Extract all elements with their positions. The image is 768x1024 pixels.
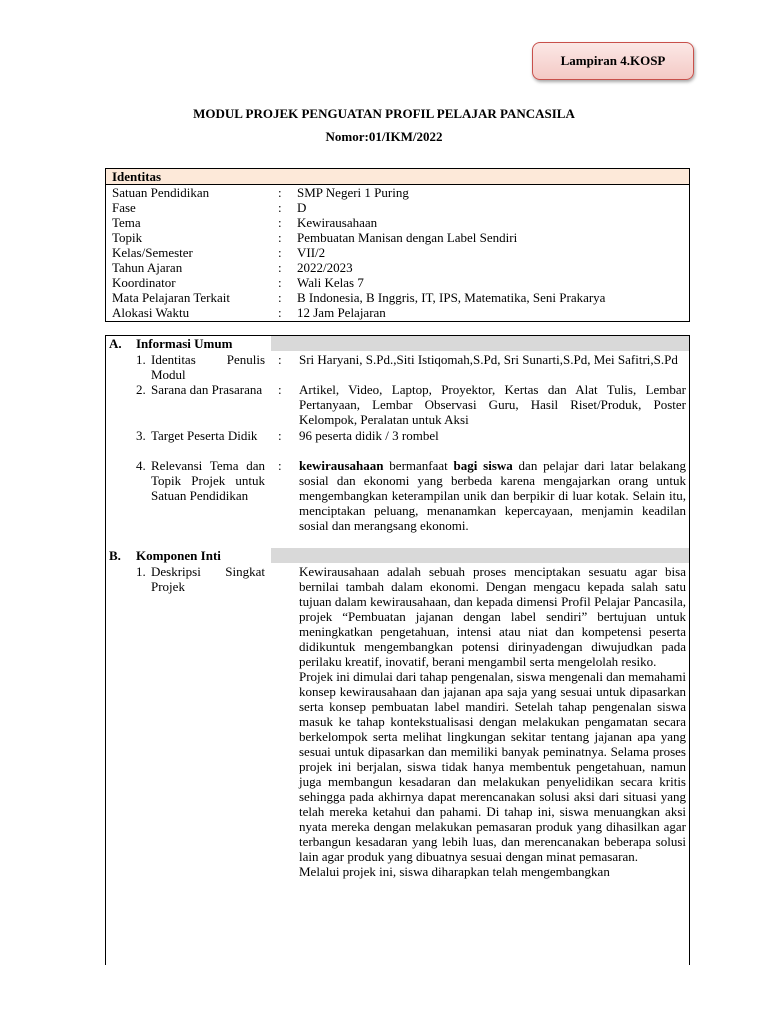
identitas-label: Satuan Pendidikan <box>112 185 210 200</box>
item-value: 96 peserta didik / 3 rombel <box>299 428 439 443</box>
item-number: 1. <box>136 352 146 367</box>
item-number: 2. <box>136 382 146 397</box>
section-b-title: B. Komponen Inti <box>109 548 221 563</box>
colon: : <box>278 185 282 200</box>
colon: : <box>278 428 282 443</box>
identitas-label: Tema <box>112 215 141 230</box>
section-shading <box>271 548 689 563</box>
item-value: Artikel, Video, Laptop, Proyektor, Kertas dan Alat Tulis, Lembar Pertanyaan, Lembar Observasi Guru, Hasil Riset/Produk, Poster Kelompok, Peralatan untuk Aksi <box>299 382 686 427</box>
identitas-table <box>105 168 690 322</box>
item-label: Target Peserta Didik <box>151 428 258 443</box>
identitas-value: SMP Negeri 1 Puring <box>297 185 409 200</box>
identitas-value: Pembuatan Manisan dengan Label Sendiri <box>297 230 518 245</box>
item-label: Relevansi Tema dan Topik Projek untuk Satuan Pendidikan <box>151 458 265 503</box>
bold-text: kewirausahaan <box>299 458 384 473</box>
item-number: 4. <box>136 458 146 473</box>
text: dan pelajar dari latar belakang sosial dan ekonomi yang berbeda karena mengajarkan orang untuk mengembangkan keterampilan unik dan berpikir di luar kotak. Selain itu, menciptakan peluang, menanamkan kepercayaan, menjamin keadilan sosial dan merangsang ekonomi. <box>299 458 686 533</box>
section-shading <box>271 336 689 351</box>
identitas-value: VII/2 <box>297 245 326 260</box>
colon: : <box>278 275 282 290</box>
section-a-title: A. Informasi Umum <box>109 336 233 351</box>
identitas-label: Alokasi Waktu <box>112 305 190 320</box>
description-paragraph: Melalui projek ini, siswa diharapkan telah mengembangkan <box>299 864 610 879</box>
colon: : <box>278 215 282 230</box>
identitas-label: Topik <box>112 230 143 245</box>
identitas-value: D <box>297 200 307 215</box>
colon: : <box>278 458 282 473</box>
item-number: 1. <box>136 564 146 579</box>
identitas-value: 12 Jam Pelajaran <box>297 305 386 320</box>
identitas-label: Tahun Ajaran <box>112 260 183 275</box>
colon: : <box>278 260 282 275</box>
section-a-header <box>106 336 689 351</box>
identitas-value: Wali Kelas 7 <box>297 275 364 290</box>
colon: : <box>278 382 282 397</box>
project-description <box>299 564 686 879</box>
attachment-badge: Lampiran 4.KOSP <box>532 42 694 80</box>
module-content-table <box>105 335 690 965</box>
colon: : <box>278 230 282 245</box>
text: bermanfaat <box>383 458 454 473</box>
colon: : <box>278 305 282 320</box>
identitas-label: Mata Pelajaran Terkait <box>112 290 230 305</box>
bold-text: bagi siswa <box>453 458 513 473</box>
description-paragraph: Kewirausahaan adalah sebuah proses menciptakan sesuatu agar bisa bernilai tambah dalam ekonomi. Dengan mengacu kepada salah satu tujuan dalam kewirausahaan, dan kepada dimensi Profil Pelajar Pancasila, projek “Pembuatan jajanan dengan label sendiri” bertujuan untuk meningkatkan pengetahuan, intensi atau niat dan kompetensi peserta didikuntuk mengembangkan potensi dirinyadengan diwujudkan pada perilaku kreatif, inovatif, berani mengambil serta mengelolah resiko. <box>299 564 686 669</box>
identitas-label: Koordinator <box>112 275 176 290</box>
colon: : <box>278 290 282 305</box>
colon: : <box>278 200 282 215</box>
item-value <box>299 458 686 533</box>
item-label: Identitas Penulis Modul <box>151 352 265 382</box>
identitas-header: Identitas <box>106 169 689 185</box>
colon: : <box>278 245 282 260</box>
item-value: Sri Haryani, S.Pd.,Siti Istiqomah,S.Pd, Sri Sunarti,S.Pd, Mei Safitri,S.Pd <box>299 352 678 367</box>
section-b-header <box>106 548 689 563</box>
identitas-value: B Indonesia, B Inggris, IT, IPS, Matematika, Seni Prakarya <box>297 290 606 305</box>
identitas-value: Kewirausahaan <box>297 215 378 230</box>
colon: : <box>278 352 282 367</box>
identitas-value: 2022/2023 <box>297 260 353 275</box>
identitas-label: Fase <box>112 200 136 215</box>
document-number: Nomor:01/IKM/2022 <box>325 129 443 144</box>
item-number: 3. <box>136 428 146 443</box>
document-title: MODUL PROJEK PENGUATAN PROFIL PELAJAR PANCASILA <box>193 106 575 121</box>
item-label: Deskripsi Singkat Projek <box>151 564 265 594</box>
description-paragraph: Projek ini dimulai dari tahap pengenalan, siswa mengenali dan memahami konsep kewirausahaan dan jajanan apa saja yang sesuai untuk dipasarkan serta konsep pembuatan label mandiri. Setelah tahap pengenalan siswa masuk ke tahap kontekstualisasi dengan melakukan pengamatan secara berkelompok serta melihat lingkungan sekitar tentang jajanan apa yang sesuai untuk dipasarkan dan memiliki banyak peminatnya. Selama proses projek ini berjalan, siswa tidak hanya membentuk pengetahuan, namun juga membangun kesadaran dan melakukan penyelidikan secara kritis sehingga pada akhirnya dapat merencanakan solusi aksi dari situasi yang telah mereka ketahui dan pahami. Di tahap ini, siswa menuangkan aksi nyata mereka dengan melakukan pemasaran produk yang dihasilkan agar terbangun kesadaran yang lebih luas, dan merencanakan beberapa solusi lain agar produk yang dibuatnya sesuai dengan minat pemasaran. <box>299 669 686 864</box>
item-label: Sarana dan Prasarana <box>151 382 263 397</box>
identitas-label: Kelas/Semester <box>112 245 193 260</box>
